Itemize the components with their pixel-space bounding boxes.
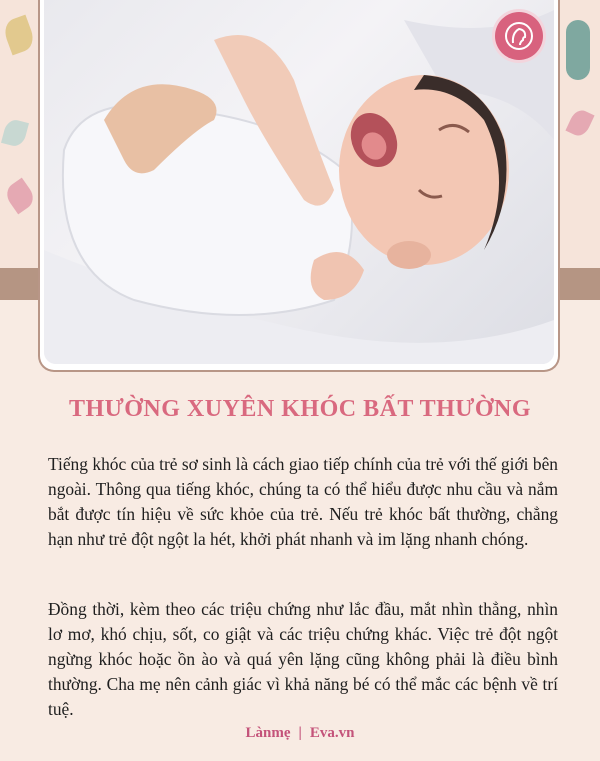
leaf-decoration-icon	[566, 20, 590, 80]
crying-newborn-photo	[44, 0, 554, 364]
footer-separator: |	[298, 725, 302, 741]
footer-credit	[0, 725, 600, 742]
brand-eva: Eva.vn	[309, 725, 355, 741]
leaf-decoration-icon	[565, 107, 594, 139]
leaf-decoration-icon	[2, 178, 38, 215]
section-heading: THƯỜNG XUYÊN KHÓC BẤT THƯỜNG	[68, 396, 532, 422]
brand-lanme: Lànmẹ	[245, 725, 291, 741]
newborn-illustration	[44, 0, 554, 364]
leaf-decoration-icon	[1, 118, 29, 149]
woman-profile-logo-icon	[495, 12, 543, 60]
paragraph-symptoms: Đồng thời, kèm theo các triệu chứng như lắc đầu, mắt nhìn thẳng, nhìn lơ mơ, khó chịu, sốt, co giật và các triệu chứng khác. Việc trẻ đột ngột ngừng khóc hoặc ồn ào và quá yên lặng cũng không phải là điều bình thường. Cha mẹ nên cảnh giác vì khả năng bé có thể mắc các bệnh về trí tuệ.	[48, 599, 558, 719]
leaf-decoration-icon	[1, 15, 37, 56]
paragraph-intro: Tiếng khóc của trẻ sơ sinh là cách giao tiếp chính của trẻ với thế giới bên ngoài. Thông qua tiếng khóc, chúng ta có thể hiểu được nhu cầu và nắm bắt được tín hiệu về sức khỏe của trẻ. Nếu trẻ khóc bất thường, chẳng hạn như trẻ đột ngột la hét, khởi phát nhanh và im lặng nhanh chóng.	[48, 454, 558, 549]
photo-frame	[38, 0, 560, 372]
